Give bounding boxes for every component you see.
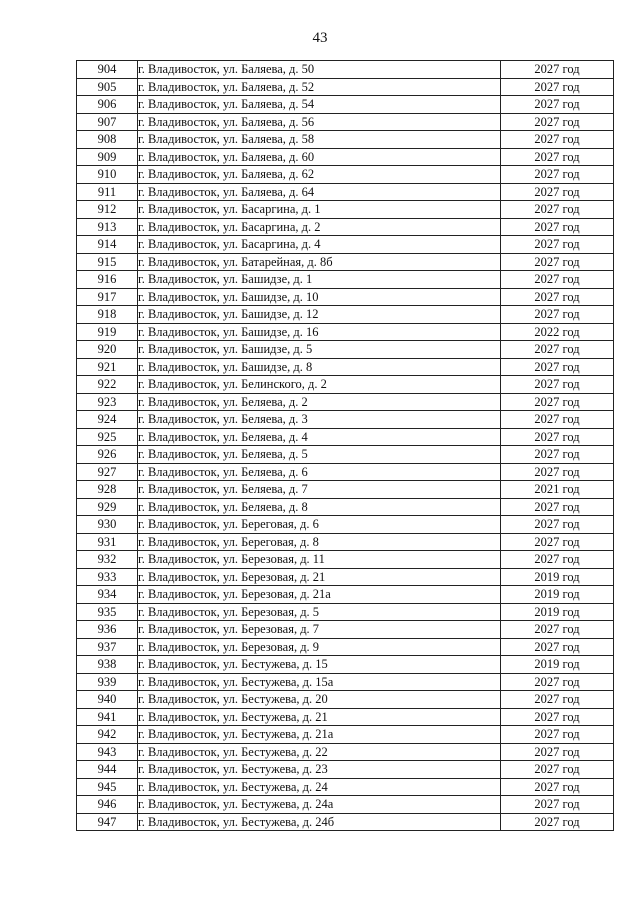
row-number: 935 [77,603,138,621]
row-number: 909 [77,148,138,166]
row-number: 947 [77,813,138,831]
row-address: г. Владивосток, ул. Бестужева, д. 22 [138,743,501,761]
row-number: 922 [77,376,138,394]
table-row [77,271,614,289]
table-row [77,533,614,551]
row-address: г. Владивосток, ул. Баляева, д. 52 [138,78,501,96]
row-address: г. Владивосток, ул. Басаргина, д. 1 [138,201,501,219]
row-number: 923 [77,393,138,411]
row-year: 2027 год [501,393,614,411]
row-address: г. Владивосток, ул. Баляева, д. 54 [138,96,501,114]
table-row [77,201,614,219]
row-year: 2027 год [501,166,614,184]
row-address: г. Владивосток, ул. Бестужева, д. 21 [138,708,501,726]
row-address: г. Владивосток, ул. Березовая, д. 9 [138,638,501,656]
row-number: 929 [77,498,138,516]
table-row [77,796,614,814]
row-year: 2027 год [501,778,614,796]
row-number: 921 [77,358,138,376]
table-row [77,551,614,569]
row-number: 936 [77,621,138,639]
row-address: г. Владивосток, ул. Баляева, д. 60 [138,148,501,166]
row-number: 912 [77,201,138,219]
row-address: г. Владивосток, ул. Березовая, д. 21а [138,586,501,604]
row-year: 2027 год [501,428,614,446]
row-number: 942 [77,726,138,744]
table-row [77,761,614,779]
row-year: 2027 год [501,183,614,201]
row-number: 916 [77,271,138,289]
row-year: 2019 год [501,586,614,604]
row-year: 2027 год [501,743,614,761]
row-year: 2027 год [501,306,614,324]
row-year: 2027 год [501,78,614,96]
row-address: г. Владивосток, ул. Бестужева, д. 24 [138,778,501,796]
table-row [77,96,614,114]
row-number: 931 [77,533,138,551]
address-table [76,60,614,831]
table-row [77,323,614,341]
row-address: г. Владивосток, ул. Бестужева, д. 15а [138,673,501,691]
row-year: 2027 год [501,463,614,481]
table-row [77,516,614,534]
table-row [77,358,614,376]
row-number: 914 [77,236,138,254]
row-number: 911 [77,183,138,201]
row-address: г. Владивосток, ул. Башидзе, д. 12 [138,306,501,324]
row-address: г. Владивосток, ул. Баляева, д. 56 [138,113,501,131]
row-year: 2027 год [501,288,614,306]
table-row [77,166,614,184]
row-number: 927 [77,463,138,481]
table-row [77,656,614,674]
row-number: 918 [77,306,138,324]
row-address: г. Владивосток, ул. Береговая, д. 8 [138,533,501,551]
row-number: 940 [77,691,138,709]
table-row [77,288,614,306]
row-year: 2027 год [501,236,614,254]
table-row [77,131,614,149]
table-row [77,568,614,586]
table-row [77,148,614,166]
row-number: 944 [77,761,138,779]
row-year: 2027 год [501,446,614,464]
table-row [77,708,614,726]
row-number: 945 [77,778,138,796]
table-row [77,113,614,131]
row-address: г. Владивосток, ул. Бестужева, д. 24б [138,813,501,831]
row-year: 2027 год [501,813,614,831]
table-row [77,411,614,429]
table-row [77,586,614,604]
row-number: 939 [77,673,138,691]
row-year: 2021 год [501,481,614,499]
row-address: г. Владивосток, ул. Беляева, д. 6 [138,463,501,481]
row-number: 930 [77,516,138,534]
row-year: 2019 год [501,568,614,586]
row-address: г. Владивосток, ул. Береговая, д. 6 [138,516,501,534]
row-address: г. Владивосток, ул. Башидзе, д. 1 [138,271,501,289]
row-year: 2027 год [501,533,614,551]
row-address: г. Владивосток, ул. Бестужева, д. 24а [138,796,501,814]
table-row [77,603,614,621]
row-year: 2027 год [501,61,614,79]
row-year: 2027 год [501,708,614,726]
row-number: 920 [77,341,138,359]
table-row [77,638,614,656]
row-address: г. Владивосток, ул. Башидзе, д. 5 [138,341,501,359]
table-row [77,813,614,831]
row-number: 919 [77,323,138,341]
row-year: 2027 год [501,638,614,656]
row-address: г. Владивосток, ул. Баляева, д. 62 [138,166,501,184]
row-number: 910 [77,166,138,184]
row-address: г. Владивосток, ул. Белинского, д. 2 [138,376,501,394]
row-year: 2027 год [501,551,614,569]
row-year: 2027 год [501,796,614,814]
table-row [77,726,614,744]
row-number: 925 [77,428,138,446]
row-address: г. Владивосток, ул. Баляева, д. 58 [138,131,501,149]
row-year: 2019 год [501,656,614,674]
row-address: г. Владивосток, ул. Березовая, д. 5 [138,603,501,621]
table-row [77,306,614,324]
row-year: 2027 год [501,376,614,394]
row-address: г. Владивосток, ул. Бестужева, д. 23 [138,761,501,779]
table-row [77,341,614,359]
table-row [77,481,614,499]
row-number: 933 [77,568,138,586]
row-year: 2027 год [501,621,614,639]
row-address: г. Владивосток, ул. Березовая, д. 21 [138,568,501,586]
row-number: 904 [77,61,138,79]
row-number: 924 [77,411,138,429]
page-number: 43 [312,30,328,46]
row-year: 2027 год [501,411,614,429]
row-address: г. Владивосток, ул. Беляева, д. 8 [138,498,501,516]
row-year: 2027 год [501,96,614,114]
row-address: г. Владивосток, ул. Беляева, д. 5 [138,446,501,464]
row-year: 2027 год [501,516,614,534]
row-year: 2027 год [501,148,614,166]
row-year: 2027 год [501,341,614,359]
row-address: г. Владивосток, ул. Басаргина, д. 2 [138,218,501,236]
table-row [77,393,614,411]
table-row [77,376,614,394]
row-address: г. Владивосток, ул. Басаргина, д. 4 [138,236,501,254]
row-number: 907 [77,113,138,131]
table-row [77,446,614,464]
row-address: г. Владивосток, ул. Беляева, д. 3 [138,411,501,429]
row-year: 2027 год [501,673,614,691]
row-address: г. Владивосток, ул. Беляева, д. 2 [138,393,501,411]
row-address: г. Владивосток, ул. Беляева, д. 4 [138,428,501,446]
table-row [77,183,614,201]
row-year: 2027 год [501,691,614,709]
table-row [77,253,614,271]
row-year: 2027 год [501,218,614,236]
table-row [77,218,614,236]
row-year: 2027 год [501,131,614,149]
row-year: 2027 год [501,498,614,516]
row-address: г. Владивосток, ул. Бестужева, д. 21а [138,726,501,744]
row-year: 2027 год [501,201,614,219]
row-number: 934 [77,586,138,604]
table-row [77,673,614,691]
row-year: 2027 год [501,726,614,744]
row-year: 2027 год [501,271,614,289]
row-number: 913 [77,218,138,236]
row-number: 928 [77,481,138,499]
row-year: 2022 год [501,323,614,341]
row-number: 932 [77,551,138,569]
row-address: г. Владивосток, ул. Беляева, д. 7 [138,481,501,499]
row-year: 2019 год [501,603,614,621]
row-year: 2027 год [501,358,614,376]
row-address: г. Владивосток, ул. Бестужева, д. 20 [138,691,501,709]
table-row [77,691,614,709]
table-row [77,778,614,796]
row-address: г. Владивосток, ул. Березовая, д. 11 [138,551,501,569]
table-row [77,498,614,516]
row-number: 926 [77,446,138,464]
table-row [77,61,614,79]
row-address: г. Владивосток, ул. Баляева, д. 50 [138,61,501,79]
row-address: г. Владивосток, ул. Бестужева, д. 15 [138,656,501,674]
table-row [77,428,614,446]
table-row [77,463,614,481]
table-row [77,236,614,254]
row-address: г. Владивосток, ул. Березовая, д. 7 [138,621,501,639]
table-row [77,78,614,96]
row-number: 908 [77,131,138,149]
row-number: 915 [77,253,138,271]
row-year: 2027 год [501,761,614,779]
row-year: 2027 год [501,113,614,131]
row-address: г. Владивосток, ул. Башидзе, д. 8 [138,358,501,376]
row-address: г. Владивосток, ул. Батарейная, д. 8б [138,253,501,271]
table-row [77,743,614,761]
row-address: г. Владивосток, ул. Башидзе, д. 10 [138,288,501,306]
row-number: 906 [77,96,138,114]
row-number: 917 [77,288,138,306]
row-number: 938 [77,656,138,674]
row-year: 2027 год [501,253,614,271]
row-address: г. Владивосток, ул. Башидзе, д. 16 [138,323,501,341]
row-number: 905 [77,78,138,96]
row-number: 943 [77,743,138,761]
table-row [77,621,614,639]
row-number: 946 [77,796,138,814]
row-address: г. Владивосток, ул. Баляева, д. 64 [138,183,501,201]
row-number: 941 [77,708,138,726]
row-number: 937 [77,638,138,656]
table-body [77,61,614,831]
